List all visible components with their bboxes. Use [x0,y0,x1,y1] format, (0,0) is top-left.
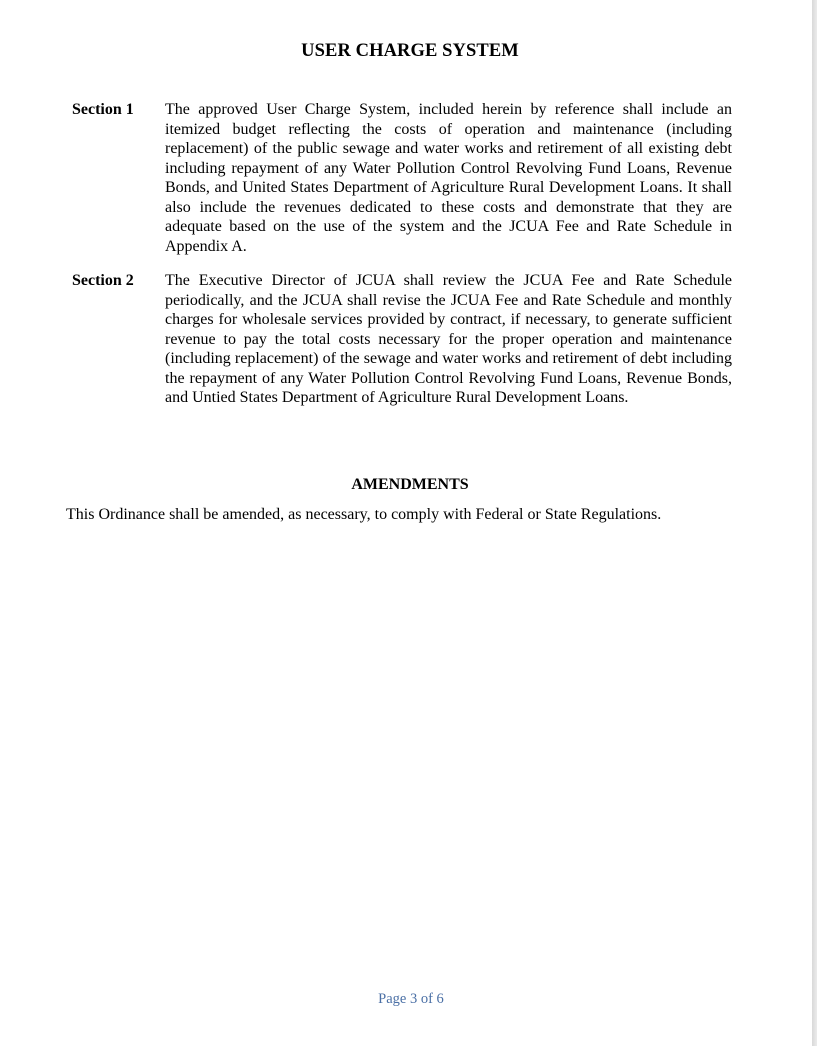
section-2-text: The Executive Director of JCUA shall review the JCUA Fee and Rate Schedule periodically, and the JCUA shall revise the JCUA Fee and Rate Schedule and monthly charges for wholesale services provided by contract, if necessary, to generate sufficient revenue to pay the total costs necessary for the proper operation and maintenance (including replacement) of the sewage and water works and retirement of debt including the repayment of any Water Pollution Control Revolving Fund Loans, Revenue Bonds, and Untied States Department of Agriculture Rural Development Loans. [165,272,732,406]
section-2-label: Section 2 [72,272,134,289]
amendments-text: This Ordinance shall be amended, as necessary, to comply with Federal or State Regulations. [66,506,662,523]
page-number: Page 3 of 6 [378,991,444,1007]
page-title: USER CHARGE SYSTEM [301,41,519,61]
section-1-text: The approved User Charge System, included herein by reference shall include an itemized budget reflecting the costs of operation and maintenance (including replacement) of the public sewage and water works and retirement of all existing debt including repayment of any Water Pollution Control Revolving Fund Loans, Revenue Bonds, and United States Department of Agriculture Rural Development Loans. It shall also include the revenues dedicated to these costs and demonstrate that they are adequate based on the use of the system and the JCUA Fee and Rate Schedule in Appendix A. [165,101,732,255]
section-1-label: Section 1 [72,101,134,118]
amendments-heading: AMENDMENTS [351,476,469,493]
viewer-scrollbar-edge[interactable] [812,0,817,1046]
